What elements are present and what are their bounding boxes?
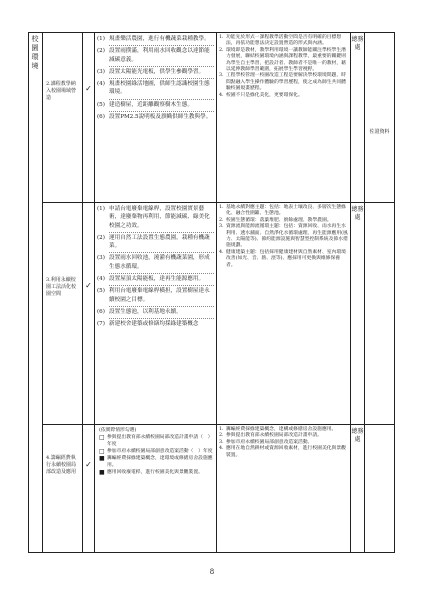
desc-list bbox=[217, 203, 350, 269]
list-item: (2) 運用自然工法設置生態農園，栽種有機蔬菜。 bbox=[97, 234, 210, 250]
list-item: (5) 建造樹屋，近距離觀察樹木生態。 bbox=[97, 101, 193, 108]
list-item: 3. 參加市府永續校園局部創意改造案活動。 bbox=[219, 439, 313, 445]
page-number: 8 bbox=[209, 568, 215, 576]
list-item: 4. 校園不只是綠化美化，更要環保化。 bbox=[219, 92, 303, 98]
desc-cell bbox=[217, 425, 351, 553]
plan-cell bbox=[95, 33, 217, 203]
desc-cell bbox=[217, 203, 351, 425]
checkbox-option: □ 參加市府永續校園局部創意改造案活動（ ）年度 bbox=[99, 448, 213, 455]
note-label: 佐證資料 bbox=[369, 129, 390, 135]
list-item: 2. 校園生態循環：落葉堆肥、廚餘處理、教學農園。 bbox=[219, 217, 332, 223]
list-item: 4. 健康建築主題：包括採用健康建材與自然素材、室內環境改善(如光、音、熱、溼等)、應採用可更換與維修保養者。 bbox=[219, 249, 346, 268]
list-item: (3) 設置太陽能光電板，供學生參觀學習。 bbox=[97, 68, 205, 75]
list-item: 4. 應用在地自然耕材或資源回收素材，進行校園美化與景觀裝置。 bbox=[219, 446, 346, 458]
checkbox-checked-icon: ■ bbox=[99, 469, 105, 476]
list-item: (7) 新建校舍建築或修繕均採綠建築概念 bbox=[97, 321, 199, 328]
item-cell bbox=[43, 33, 83, 203]
list-item: 2. 環境即是教材，教學利用環境一讓教師能關注學校學生潛力發展，聯結校園環境內涵與課程教學，最重要的關鍵則為學生自主學習，把設計者、教師者不是唯一的教材，藉以延伸教師學習範圍，拓展學生學習視野。 bbox=[219, 47, 346, 73]
note-cell bbox=[365, 425, 395, 553]
desc-cell bbox=[217, 33, 351, 203]
note-cell bbox=[365, 33, 395, 203]
check-cell bbox=[83, 203, 95, 425]
checkbox-instruction: (依實際情形勾選) bbox=[99, 428, 137, 433]
list-item: (2) 設置雨撲滿，利用雨水回收觀念以達節能減碳意義。 bbox=[97, 48, 210, 63]
unit-cell bbox=[351, 33, 365, 203]
desc-list bbox=[217, 33, 350, 99]
list-item: (1) 規畫樂活農園，進行有機蔬菜栽種教學。 bbox=[97, 36, 210, 42]
list-item: (4) 設置屋頂太陽能板，達再生能源應用。 bbox=[97, 276, 205, 283]
table-row bbox=[29, 425, 395, 553]
check-mark: ✓ bbox=[85, 460, 92, 469]
table-row bbox=[29, 203, 395, 425]
unit-label: 總務處 bbox=[351, 206, 364, 221]
check-mark: ✓ bbox=[85, 84, 92, 93]
note-label bbox=[365, 33, 394, 103]
list-item: 1. 籌編經費採綠建築概念，達構或修繕房舍設施應用。 bbox=[219, 427, 337, 432]
plan-cell bbox=[95, 425, 217, 553]
list-item: 1. 功能先於形式一課程教學活動空間是否有明確的目標想法，再依功能想法決定設置營造的形式與內涵。 bbox=[219, 35, 342, 47]
check-mark: ✓ bbox=[85, 281, 92, 290]
checkbox-option: ■ 應用回收廢電桿，進行校園美化與景觀裝置。 bbox=[99, 469, 203, 476]
checkbox-icon: □ bbox=[99, 448, 105, 455]
plan-list bbox=[95, 203, 216, 329]
plan-list bbox=[95, 33, 216, 121]
list-item: (5) 利用台電廢棄電線桿橫担，設置樹屋達永續校園之目標。 bbox=[97, 288, 210, 303]
check-cell bbox=[83, 425, 95, 553]
list-item: (6) 設置PM2.5說明板及旗幟供師生教與學。 bbox=[97, 114, 212, 121]
list-item: 3. 工程學校管理一校園改造工程是要解決學校環境問題，時間點融入學生操作體驗的學習歷程，使之成為師生共同體驗校園規畫歷程。 bbox=[219, 73, 346, 92]
list-item: (4) 規畫校園綠活地圖，供師生認識校園生態環境。 bbox=[97, 81, 210, 96]
checkbox-option: □ 參與提出教育部永續校園局部改造計畫申請（ ）年度 bbox=[99, 434, 213, 447]
item-title: 3.利用永續校園工法活化校園空間 bbox=[46, 277, 77, 297]
list-item: 2. 參與提出教育部永續校園局部改造計畫申請。 bbox=[219, 433, 322, 439]
item-cell bbox=[43, 425, 83, 553]
item-title: 4.籌編經費執行永續校園局部改造及應用 bbox=[46, 455, 77, 475]
list-item: 3. 資源流與能源流循環主題：包括：資源回收、雨水再生水利用、透水舖面、自然淨化水循環處理、再生能源應用(風力、太陽能等)、節約能源設施與智慧型控制系統及節水措施規劃。 bbox=[219, 224, 348, 249]
checkbox-checked-icon: ■ bbox=[99, 455, 105, 462]
plan-cell bbox=[95, 203, 217, 425]
checkbox-icon: □ bbox=[99, 434, 105, 441]
item-cell bbox=[43, 203, 83, 425]
note-label bbox=[365, 425, 394, 495]
checkbox-option: ■ 籌編經費採綠建築概念，達環境或修繕房舍設施應用。 bbox=[99, 455, 213, 468]
check-cell bbox=[83, 33, 95, 203]
list-item: (1) 申請台電廢棄電線桿，設置校園實景藝術，達廢棄物再利用，節能減碳、綠美化校園之功效。 bbox=[97, 206, 210, 229]
list-item: (3) 設置雨水回收池，澆灌有機蔬菜園，形成生態水循環。 bbox=[97, 255, 210, 270]
item-title: 2.課程教學納入校園場域營造 bbox=[46, 81, 77, 101]
list-item: (6) 設置生態池，以利基地永續。 bbox=[97, 308, 182, 315]
section-cell bbox=[29, 33, 43, 553]
unit-cell bbox=[351, 203, 365, 425]
unit-cell bbox=[351, 425, 365, 553]
plan-table bbox=[28, 32, 395, 553]
table-row bbox=[29, 33, 395, 203]
list-item: 1. 基地永續對應主題：包括：地表土壤改良、多層次生態綠化、融合性圍籬、生態池。 bbox=[219, 205, 346, 217]
unit-label: 總務處 bbox=[351, 36, 364, 51]
unit-label: 總務處 bbox=[351, 428, 364, 443]
desc-list bbox=[217, 425, 350, 459]
note-cell bbox=[365, 129, 395, 425]
section-title: 校園環境 bbox=[31, 35, 40, 70]
